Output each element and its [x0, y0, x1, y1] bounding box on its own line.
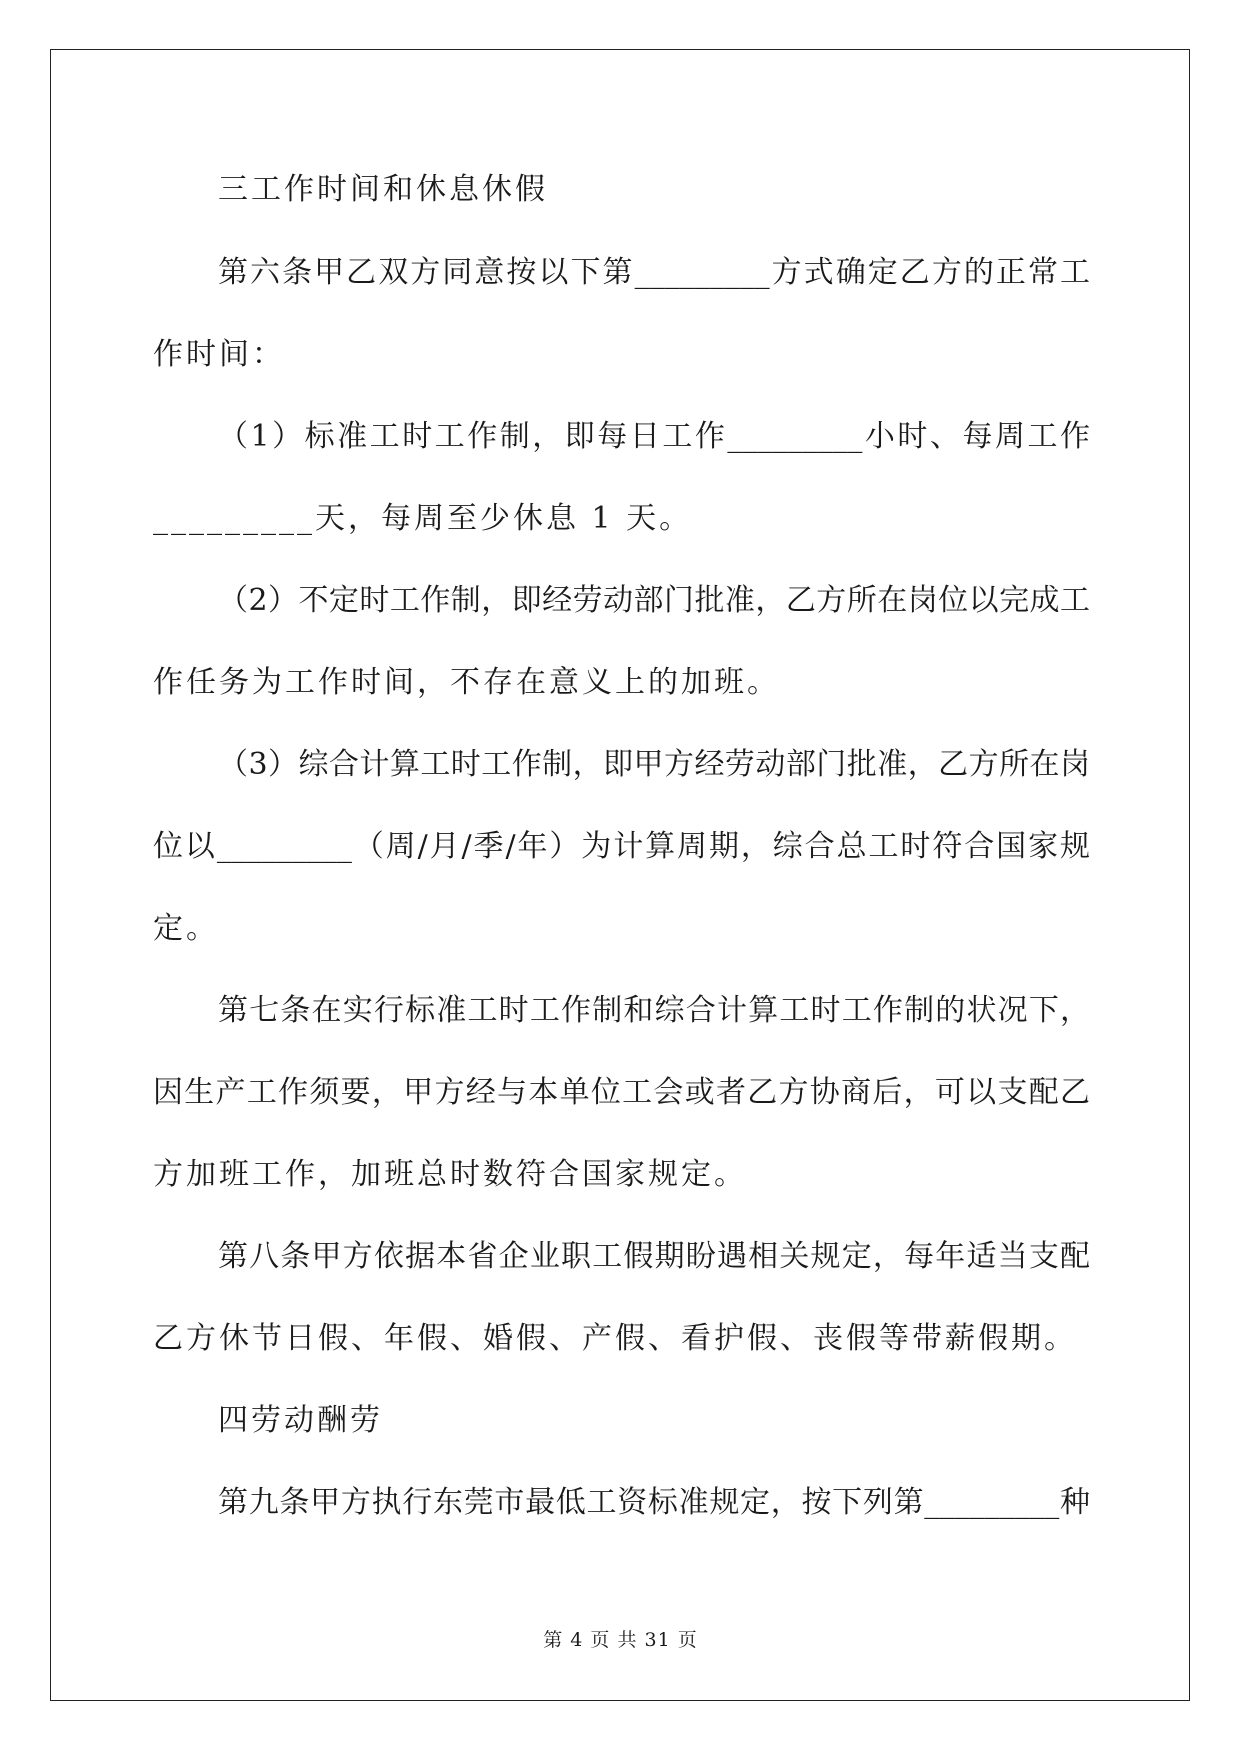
article-7-line-2: 因生产工作须要，甲方经与本单位工会或者乙方协商后，可以支配乙 [153, 1075, 1090, 1110]
article-6-line-2: 作时间： [153, 337, 285, 372]
section-heading-3: 三工作时间和休息休假 [218, 172, 548, 207]
article-8-line-2: 乙方休节日假、年假、婚假、产假、看护假、丧假等带薪假期。 [153, 1321, 1077, 1356]
clause-1-line-2: _________天，每周至少休息 1 天。 [153, 501, 693, 536]
clause-3-line-2: 位以_________（周/月/季/年）为计算周期，综合总工时符合国家规 [153, 829, 1090, 864]
page-border [50, 49, 1190, 1701]
page-number: 第 4 页 共 31 页 [543, 1629, 698, 1651]
article-7-line-3: 方加班工作，加班总时数符合国家规定。 [153, 1157, 747, 1192]
clause-2-line-2: 作任务为工作时间，不存在意义上的加班。 [153, 665, 780, 700]
article-7-line-1: 第七条在实行标准工时工作制和综合计算工时工作制的状况下， [218, 993, 1090, 1028]
clause-2-line-1: （2）不定时工作制，即经劳动部门批准，乙方所在岗位以完成工 [218, 583, 1090, 618]
section-heading-4: 四劳动酬劳 [218, 1403, 383, 1438]
article-9-line-1: 第九条甲方执行东莞市最低工资标准规定，按下列第_________种 [218, 1485, 1090, 1520]
article-8-line-1: 第八条甲方依据本省企业职工假期盼遇相关规定，每年适当支配 [218, 1239, 1090, 1274]
clause-3-line-3: 定。 [153, 911, 219, 946]
clause-3-line-1: （3）综合计算工时工作制，即甲方经劳动部门批准，乙方所在岗 [218, 747, 1090, 782]
article-6-line-1: 第六条甲乙双方同意按以下第_________方式确定乙方的正常工 [218, 255, 1090, 290]
clause-1-line-1: （1）标准工时工作制，即每日工作_________小时、每周工作 [218, 419, 1090, 454]
